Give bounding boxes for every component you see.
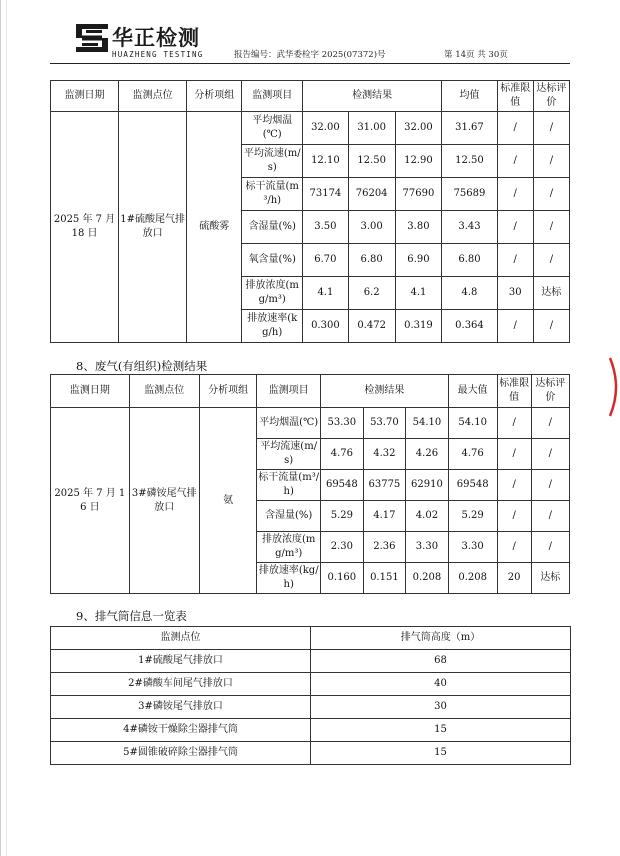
header-limit: 标准限值 — [497, 81, 533, 112]
header-stat: 均值 — [442, 81, 497, 112]
table-row — [51, 719, 571, 742]
report-header — [76, 18, 570, 64]
header-result: 检测结果 — [303, 81, 442, 112]
table-row — [51, 673, 571, 696]
value-cell: 6.70 — [303, 244, 349, 277]
value-cell: 54.10 — [406, 408, 449, 439]
stat-cell: 6.80 — [442, 244, 497, 277]
limit-cell: / — [497, 211, 533, 244]
table-row — [51, 742, 571, 765]
value-cell: 4.17 — [363, 501, 406, 532]
header-location: 监测点位 — [119, 81, 187, 112]
stack-height: 15 — [311, 719, 571, 742]
eval-cell: / — [533, 145, 569, 178]
stat-cell: 3.43 — [442, 211, 497, 244]
seal-edge-icon — [602, 356, 620, 418]
item-cell: 标干流量(m³/h) — [257, 470, 321, 501]
limit-cell: 20 — [497, 563, 531, 594]
stat-cell: 31.67 — [442, 112, 497, 145]
stat-cell: 75689 — [442, 178, 497, 211]
eval-cell: / — [531, 439, 569, 470]
eval-cell: / — [531, 470, 569, 501]
value-cell: 5.29 — [321, 501, 364, 532]
header-stack-height: 排气筒高度（m） — [311, 627, 571, 650]
stat-cell: 12.50 — [442, 145, 497, 178]
header-stack-location: 监测点位 — [51, 627, 311, 650]
eval-cell: / — [531, 501, 569, 532]
value-cell: 4.1 — [395, 277, 442, 310]
eval-cell: 达标 — [531, 563, 569, 594]
limit-cell: / — [497, 408, 531, 439]
item-cell: 平均流速(m/s) — [257, 439, 321, 470]
value-cell: 2.36 — [363, 532, 406, 563]
value-cell: 32.00 — [395, 112, 442, 145]
header-item: 监测项目 — [242, 81, 303, 112]
limit-cell: / — [497, 532, 531, 563]
analysis-group: 硫酸雾 — [187, 112, 242, 343]
value-cell: 12.50 — [348, 145, 395, 178]
stat-cell: 0.208 — [448, 563, 497, 594]
header-stat: 最大值 — [448, 375, 497, 408]
value-cell: 0.319 — [395, 310, 442, 343]
limit-cell: / — [497, 439, 531, 470]
header-location: 监测点位 — [129, 375, 199, 408]
value-cell: 73174 — [303, 178, 349, 211]
logo-english-name: HUAZHENG TESTING — [112, 50, 204, 59]
eval-cell: / — [533, 244, 569, 277]
limit-cell: 30 — [497, 277, 533, 310]
limit-cell: / — [497, 501, 531, 532]
report-number: 报告编号：武华委检字 2025(07372)号 — [234, 50, 386, 60]
header-item: 监测项目 — [257, 375, 321, 408]
value-cell: 3.50 — [303, 211, 349, 244]
item-cell: 平均流速(m/s) — [242, 145, 303, 178]
stat-cell: 4.76 — [448, 439, 497, 470]
value-cell: 0.208 — [406, 563, 449, 594]
monitor-date: 2025 年 7 月 18 日 — [51, 112, 119, 343]
huazheng-logo-icon — [76, 24, 108, 52]
table-row — [51, 650, 571, 673]
item-cell: 标干流量(m³/h) — [242, 178, 303, 211]
value-cell: 12.10 — [303, 145, 349, 178]
stack-height: 68 — [311, 650, 571, 673]
value-cell: 4.76 — [321, 439, 364, 470]
stat-cell: 3.30 — [448, 532, 497, 563]
value-cell: 0.160 — [321, 563, 364, 594]
value-cell: 31.00 — [348, 112, 395, 145]
item-cell: 排放速率(kg/h) — [257, 563, 321, 594]
item-cell: 平均烟温(℃) — [257, 408, 321, 439]
eval-cell: / — [531, 532, 569, 563]
value-cell: 6.2 — [348, 277, 395, 310]
item-cell: 含湿量(%) — [242, 211, 303, 244]
eval-cell: 达标 — [533, 277, 569, 310]
value-cell: 53.70 — [363, 408, 406, 439]
value-cell: 32.00 — [303, 112, 349, 145]
value-cell: 0.300 — [303, 310, 349, 343]
stack-height: 15 — [311, 742, 571, 765]
value-cell: 6.80 — [348, 244, 395, 277]
value-cell: 3.00 — [348, 211, 395, 244]
stack-location: 4#磷铵干燥除尘器排气筒 — [51, 719, 311, 742]
sulfuric-acid-mist-table — [50, 80, 570, 343]
item-cell: 排放速率(kg/h) — [242, 310, 303, 343]
header-compliance: 达标评价 — [533, 81, 569, 112]
stat-cell: 5.29 — [448, 501, 497, 532]
value-cell: 0.472 — [348, 310, 395, 343]
header-result: 检测结果 — [321, 375, 449, 408]
header-date: 监测日期 — [51, 81, 119, 112]
stat-cell: 54.10 — [448, 408, 497, 439]
stack-height: 40 — [311, 673, 571, 696]
value-cell: 53.30 — [321, 408, 364, 439]
section-9-title: 9、排气筒信息一览表 — [76, 609, 187, 623]
header-divider — [50, 63, 570, 64]
value-cell: 62910 — [406, 470, 449, 501]
stat-cell: 0.364 — [442, 310, 497, 343]
value-cell: 4.1 — [303, 277, 349, 310]
stat-cell: 4.8 — [442, 277, 497, 310]
value-cell: 69548 — [321, 470, 364, 501]
stack-location: 1#硫酸尾气排放口 — [51, 650, 311, 673]
logo-chinese-name: 华正检测 — [112, 26, 200, 50]
stack-location: 3#磷铵尾气排放口 — [51, 696, 311, 719]
stack-height: 30 — [311, 696, 571, 719]
limit-cell: / — [497, 470, 531, 501]
item-cell: 含湿量(%) — [257, 501, 321, 532]
value-cell: 76204 — [348, 178, 395, 211]
ammonia-emission-table — [50, 374, 570, 594]
table-row — [51, 696, 571, 719]
eval-cell: / — [533, 178, 569, 211]
header-analysis: 分析项组 — [199, 375, 256, 408]
value-cell: 63775 — [363, 470, 406, 501]
eval-cell: / — [531, 408, 569, 439]
analysis-group: 氨 — [199, 408, 256, 594]
limit-cell: / — [497, 244, 533, 277]
header-limit: 标准限值 — [497, 375, 531, 408]
limit-cell: / — [497, 310, 533, 343]
header-compliance: 达标评价 — [531, 375, 569, 408]
value-cell: 4.26 — [406, 439, 449, 470]
value-cell: 4.02 — [406, 501, 449, 532]
eval-cell: / — [533, 310, 569, 343]
eval-cell: / — [533, 211, 569, 244]
monitor-location: 3#磷铵尾气排放口 — [129, 408, 199, 594]
stack-location: 2#磷酸车间尾气排放口 — [51, 673, 311, 696]
value-cell: 3.30 — [406, 532, 449, 563]
header-analysis: 分析项组 — [187, 81, 242, 112]
section-8-title: 8、废气(有组织)检测结果 — [76, 359, 208, 373]
page-edge — [0, 0, 1, 856]
value-cell: 2.30 — [321, 532, 364, 563]
page-edge-inner — [6, 0, 7, 856]
eval-cell: / — [533, 112, 569, 145]
item-cell: 排放浓度(mg/m³) — [242, 277, 303, 310]
stat-cell: 69548 — [448, 470, 497, 501]
item-cell: 氧含量(%) — [242, 244, 303, 277]
item-cell: 平均烟温(℃) — [242, 112, 303, 145]
header-date: 监测日期 — [51, 375, 130, 408]
table-row — [51, 112, 570, 145]
table-row — [51, 408, 570, 439]
value-cell: 77690 — [395, 178, 442, 211]
page-number: 第 14页 共 30页 — [444, 50, 508, 60]
monitor-location: 1#硫酸尾气排放口 — [119, 112, 187, 343]
value-cell: 0.151 — [363, 563, 406, 594]
value-cell: 12.90 — [395, 145, 442, 178]
item-cell: 排放浓度(mg/m³) — [257, 532, 321, 563]
stack-info-table — [50, 626, 571, 765]
stack-location: 5#圆锥破碎除尘器排气筒 — [51, 742, 311, 765]
limit-cell: / — [497, 112, 533, 145]
value-cell: 6.90 — [395, 244, 442, 277]
value-cell: 4.32 — [363, 439, 406, 470]
limit-cell: / — [497, 178, 533, 211]
monitor-date: 2025 年 7 月 16 日 — [51, 408, 130, 594]
limit-cell: / — [497, 145, 533, 178]
value-cell: 3.80 — [395, 211, 442, 244]
